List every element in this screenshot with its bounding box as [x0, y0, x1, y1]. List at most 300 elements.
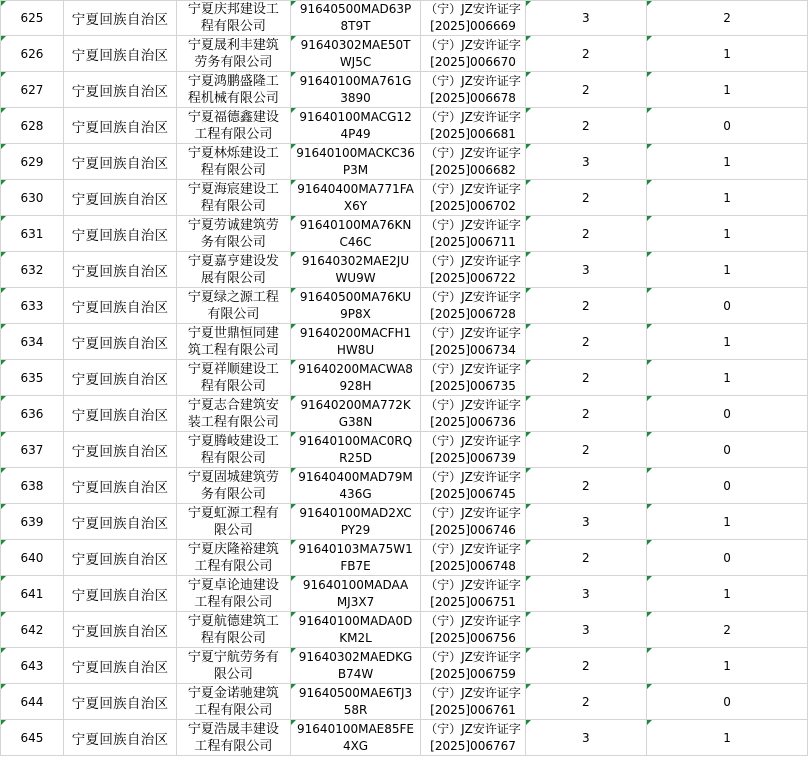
cell-permit-number[interactable]	[421, 108, 525, 144]
cell-number[interactable]	[1, 252, 64, 288]
permit-line: （宁）JZ安许证字	[425, 613, 521, 628]
error-indicator-icon	[526, 288, 531, 293]
count-b-text: 1	[723, 514, 731, 529]
cell-company-name[interactable]	[177, 648, 290, 684]
cell-count-a[interactable]	[525, 648, 647, 684]
credit-code-line: HW8U	[336, 342, 375, 357]
row-number-text: 642	[20, 622, 44, 637]
cell-count-b[interactable]	[647, 540, 808, 576]
error-indicator-icon	[1, 504, 6, 509]
table-row	[1, 324, 808, 360]
cell-permit-number[interactable]	[421, 1, 525, 36]
credit-code-line: C46C	[339, 234, 372, 249]
permit-line: [2025]006682	[430, 162, 516, 177]
cell-credit-code[interactable]	[290, 180, 421, 216]
table-row	[1, 396, 808, 432]
credit-code-line: 436G	[339, 486, 372, 501]
credit-code-line: 91640100MAD2XC	[299, 505, 412, 520]
permit-line: [2025]006702	[430, 198, 516, 213]
cell-permit-number[interactable]	[421, 36, 525, 72]
cell-region[interactable]	[63, 252, 176, 288]
error-indicator-icon	[647, 720, 652, 725]
region-text: 宁夏回族自治区	[71, 119, 169, 136]
cell-count-b[interactable]	[647, 36, 808, 72]
permit-line: [2025]006739	[430, 450, 516, 465]
cell-credit-code[interactable]	[290, 72, 421, 108]
error-indicator-icon	[291, 216, 296, 221]
cell-credit-code[interactable]	[290, 324, 421, 360]
company-name-line: 限公司	[213, 522, 253, 538]
table-row	[1, 144, 808, 180]
credit-code-line: FB7E	[340, 558, 371, 573]
cell-number[interactable]	[1, 432, 64, 468]
company-name-line: 筑工程有限公司	[187, 342, 279, 358]
cell-count-b[interactable]	[647, 468, 808, 504]
cell-count-a[interactable]	[525, 612, 647, 648]
cell-count-a[interactable]	[525, 504, 647, 540]
count-a-text: 3	[582, 11, 590, 25]
table-row	[1, 216, 808, 252]
cell-credit-code[interactable]	[290, 540, 421, 576]
error-indicator-icon	[1, 144, 6, 149]
error-indicator-icon	[526, 180, 531, 185]
cell-count-b[interactable]	[647, 576, 808, 612]
cell-number[interactable]	[1, 540, 64, 576]
row-number-text: 632	[20, 262, 44, 277]
cell-company-name[interactable]	[177, 612, 290, 648]
count-a-text: 2	[582, 478, 590, 493]
permit-line: [2025]006735	[430, 378, 516, 393]
company-name-line: 宁夏海宸建设工	[187, 181, 279, 197]
count-b-text: 0	[723, 118, 731, 133]
count-a-text: 3	[582, 622, 590, 637]
cell-count-b[interactable]	[647, 144, 808, 180]
cell-region[interactable]	[63, 324, 176, 360]
error-indicator-icon	[291, 180, 296, 185]
company-name-line: 装工程有限公司	[187, 414, 279, 430]
cell-number[interactable]	[1, 72, 64, 108]
cell-region[interactable]	[63, 72, 176, 108]
error-indicator-icon	[1, 684, 6, 689]
cell-credit-code[interactable]	[290, 108, 421, 144]
permit-line: [2025]006759	[430, 666, 516, 681]
credit-code-line: 928H	[339, 378, 372, 393]
cell-count-b[interactable]	[647, 288, 808, 324]
cell-permit-number[interactable]	[421, 648, 525, 684]
cell-number[interactable]	[1, 396, 64, 432]
cell-count-b[interactable]	[647, 504, 808, 540]
cell-count-a[interactable]	[525, 396, 647, 432]
region-text: 宁夏回族自治区	[71, 155, 169, 172]
cell-permit-number[interactable]	[421, 612, 525, 648]
error-indicator-icon	[1, 468, 6, 473]
cell-permit-number[interactable]	[421, 180, 525, 216]
cell-permit-number[interactable]	[421, 684, 525, 720]
credit-code-line: KM2L	[339, 630, 372, 645]
cell-number[interactable]	[1, 144, 64, 180]
error-indicator-icon	[1, 324, 6, 329]
region-text: 宁夏回族自治区	[71, 731, 169, 748]
error-indicator-icon	[647, 504, 652, 509]
count-a-text: 2	[582, 442, 590, 457]
cell-count-b[interactable]	[647, 108, 808, 144]
count-a-text: 3	[582, 262, 590, 277]
cell-region[interactable]	[63, 576, 176, 612]
cell-company-name[interactable]	[177, 324, 290, 360]
error-indicator-icon	[647, 72, 652, 77]
cell-count-a[interactable]	[525, 432, 647, 468]
error-indicator-icon	[1, 720, 6, 725]
cell-credit-code[interactable]	[290, 396, 421, 432]
error-indicator-icon	[1, 396, 6, 401]
cell-count-a[interactable]	[525, 540, 647, 576]
company-name-line: 有限公司	[207, 306, 260, 322]
count-b-text: 1	[723, 190, 731, 205]
count-a-text: 3	[582, 154, 590, 169]
cell-permit-number[interactable]	[421, 216, 525, 252]
error-indicator-icon	[1, 72, 6, 77]
credit-code-line: 91640103MA75W1	[298, 541, 413, 556]
row-number-text: 634	[20, 334, 44, 349]
cell-count-a[interactable]	[525, 324, 647, 360]
permit-line: （宁）JZ安许证字	[425, 73, 521, 88]
cell-company-name[interactable]	[177, 108, 290, 144]
cell-permit-number[interactable]	[421, 504, 525, 540]
cell-credit-code[interactable]	[290, 432, 421, 468]
cell-number[interactable]	[1, 1, 64, 36]
cell-count-b[interactable]	[647, 396, 808, 432]
credit-code-line: WJ5C	[339, 54, 372, 69]
cell-company-name[interactable]	[177, 432, 290, 468]
company-name-line: 宁夏虹源工程有	[187, 505, 279, 521]
table-row	[1, 540, 808, 576]
row-number-text: 631	[20, 226, 44, 241]
cell-permit-number[interactable]	[421, 324, 525, 360]
cell-count-a[interactable]	[525, 360, 647, 396]
cell-permit-number[interactable]	[421, 432, 525, 468]
error-indicator-icon	[526, 396, 531, 401]
cell-credit-code[interactable]	[290, 360, 421, 396]
error-indicator-icon	[647, 252, 652, 257]
cell-region[interactable]	[63, 180, 176, 216]
error-indicator-icon	[647, 36, 652, 41]
cell-company-name[interactable]	[177, 180, 290, 216]
permit-line: （宁）JZ安许证字	[425, 2, 521, 16]
row-number-text: 625	[20, 11, 44, 25]
cell-company-name[interactable]	[177, 468, 290, 504]
cell-credit-code[interactable]	[290, 468, 421, 504]
cell-permit-number[interactable]	[421, 720, 525, 756]
cell-credit-code[interactable]	[290, 612, 421, 648]
permit-line: [2025]006678	[430, 90, 516, 105]
credit-code-line: 4P49	[340, 126, 371, 141]
error-indicator-icon	[526, 144, 531, 149]
credit-code-line: 9P8X	[340, 306, 371, 321]
permit-line: （宁）JZ安许证字	[425, 145, 521, 160]
cell-count-a[interactable]	[525, 1, 647, 36]
count-a-text: 2	[582, 334, 590, 349]
permit-line: [2025]006681	[430, 126, 516, 141]
cell-credit-code[interactable]	[290, 36, 421, 72]
error-indicator-icon	[291, 144, 296, 149]
cell-region[interactable]	[63, 396, 176, 432]
permit-line: （宁）JZ安许证字	[425, 721, 521, 736]
permit-line: （宁）JZ安许证字	[425, 325, 521, 340]
company-name-line: 工程有限公司	[194, 702, 273, 718]
cell-permit-number[interactable]	[421, 468, 525, 504]
cell-count-b[interactable]	[647, 720, 808, 756]
cell-number[interactable]	[1, 216, 64, 252]
count-a-text: 2	[582, 550, 590, 565]
error-indicator-icon	[291, 540, 296, 545]
error-indicator-icon	[291, 72, 296, 77]
error-indicator-icon	[291, 252, 296, 257]
error-indicator-icon	[526, 468, 531, 473]
credit-code-line: 91640302MAE50T	[300, 37, 411, 52]
cell-number[interactable]	[1, 468, 64, 504]
cell-number[interactable]	[1, 612, 64, 648]
permit-line: （宁）JZ安许证字	[425, 541, 521, 556]
cell-company-name[interactable]	[177, 144, 290, 180]
row-number-text: 644	[20, 694, 44, 709]
cell-company-name[interactable]	[177, 504, 290, 540]
permit-line: （宁）JZ安许证字	[425, 109, 521, 124]
cell-count-a[interactable]	[525, 36, 647, 72]
cell-count-a[interactable]	[525, 576, 647, 612]
error-indicator-icon	[526, 432, 531, 437]
credit-code-line: 91640100MA76KN	[299, 217, 412, 232]
permit-line: [2025]006734	[430, 342, 516, 357]
credit-code-line: P3M	[342, 162, 369, 177]
table-row	[1, 684, 808, 720]
cell-count-b[interactable]	[647, 252, 808, 288]
count-b-text: 0	[723, 694, 731, 709]
cell-number[interactable]	[1, 324, 64, 360]
error-indicator-icon	[291, 684, 296, 689]
company-name-line: 工程有限公司	[194, 126, 273, 142]
cell-credit-code[interactable]	[290, 504, 421, 540]
cell-number[interactable]	[1, 648, 64, 684]
cell-count-b[interactable]	[647, 1, 808, 36]
cell-region[interactable]	[63, 108, 176, 144]
permit-line: [2025]006751	[430, 594, 516, 609]
error-indicator-icon	[291, 288, 296, 293]
cell-count-a[interactable]	[525, 180, 647, 216]
cell-count-b[interactable]	[647, 612, 808, 648]
error-indicator-icon	[647, 684, 652, 689]
error-indicator-icon	[1, 360, 6, 365]
cell-count-a[interactable]	[525, 72, 647, 108]
permit-line: [2025]006767	[430, 738, 516, 753]
row-number-text: 636	[20, 406, 44, 421]
row-number-text: 627	[20, 82, 44, 97]
error-indicator-icon	[647, 396, 652, 401]
cell-count-a[interactable]	[525, 108, 647, 144]
count-a-text: 2	[582, 694, 590, 709]
cell-count-b[interactable]	[647, 216, 808, 252]
error-indicator-icon	[526, 648, 531, 653]
cell-company-name[interactable]	[177, 36, 290, 72]
cell-count-a[interactable]	[525, 216, 647, 252]
cell-count-b[interactable]	[647, 360, 808, 396]
company-name-line: 宁夏祥顺建设工	[187, 361, 279, 377]
cell-count-b[interactable]	[647, 684, 808, 720]
table-row	[1, 1, 808, 36]
error-indicator-icon	[647, 288, 652, 293]
company-name-line: 宁夏世鼎恒同建	[187, 325, 279, 341]
company-name-line: 宁夏航德建筑工	[187, 613, 279, 629]
cell-company-name[interactable]	[177, 1, 290, 36]
cell-count-a[interactable]	[525, 468, 647, 504]
count-b-text: 1	[723, 370, 731, 385]
error-indicator-icon	[526, 324, 531, 329]
cell-credit-code[interactable]	[290, 720, 421, 756]
cell-credit-code[interactable]	[290, 144, 421, 180]
cell-region[interactable]	[63, 684, 176, 720]
table-row	[1, 720, 808, 756]
cell-number[interactable]	[1, 576, 64, 612]
cell-credit-code[interactable]	[290, 1, 421, 36]
cell-region[interactable]	[63, 1, 176, 36]
row-number-text: 639	[20, 514, 44, 529]
credit-code-line: 8T9T	[340, 19, 371, 33]
cell-region[interactable]	[63, 216, 176, 252]
row-number-text: 629	[20, 154, 44, 169]
cell-credit-code[interactable]	[290, 684, 421, 720]
cell-permit-number[interactable]	[421, 360, 525, 396]
cell-count-b[interactable]	[647, 72, 808, 108]
cell-permit-number[interactable]	[421, 576, 525, 612]
cell-number[interactable]	[1, 36, 64, 72]
company-name-line: 宁夏腾岐建设工	[187, 433, 279, 449]
cell-number[interactable]	[1, 108, 64, 144]
error-indicator-icon	[526, 216, 531, 221]
cell-credit-code[interactable]	[290, 252, 421, 288]
table-row	[1, 468, 808, 504]
error-indicator-icon	[1, 108, 6, 113]
region-text: 宁夏回族自治区	[71, 371, 169, 388]
cell-number[interactable]	[1, 684, 64, 720]
cell-company-name[interactable]	[177, 540, 290, 576]
cell-number[interactable]	[1, 180, 64, 216]
cell-count-a[interactable]	[525, 144, 647, 180]
region-text: 宁夏回族自治区	[71, 299, 169, 316]
cell-company-name[interactable]	[177, 252, 290, 288]
cell-count-a[interactable]	[525, 684, 647, 720]
cell-credit-code[interactable]	[290, 648, 421, 684]
company-name-line: 宁夏绿之源工程	[187, 289, 279, 305]
company-name-line: 限公司	[213, 666, 253, 682]
cell-permit-number[interactable]	[421, 396, 525, 432]
cell-region[interactable]	[63, 432, 176, 468]
cell-company-name[interactable]	[177, 396, 290, 432]
cell-region[interactable]	[63, 720, 176, 756]
row-number-text: 626	[20, 46, 44, 61]
error-indicator-icon	[526, 1, 531, 6]
cell-permit-number[interactable]	[421, 540, 525, 576]
error-indicator-icon	[526, 720, 531, 725]
cell-region[interactable]	[63, 288, 176, 324]
cell-number[interactable]	[1, 720, 64, 756]
company-name-line: 工程有限公司	[194, 738, 273, 754]
company-name-line: 宁夏劳诚建筑劳	[187, 217, 279, 233]
permit-line: （宁）JZ安许证字	[425, 181, 521, 196]
cell-permit-number[interactable]	[421, 72, 525, 108]
count-a-text: 2	[582, 82, 590, 97]
error-indicator-icon	[526, 72, 531, 77]
company-name-line: 展有限公司	[200, 270, 266, 286]
cell-number[interactable]	[1, 504, 64, 540]
cell-company-name[interactable]	[177, 216, 290, 252]
cell-permit-number[interactable]	[421, 252, 525, 288]
error-indicator-icon	[291, 36, 296, 41]
cell-count-a[interactable]	[525, 720, 647, 756]
cell-region[interactable]	[63, 504, 176, 540]
region-text: 宁夏回族自治区	[71, 263, 169, 280]
cell-company-name[interactable]	[177, 72, 290, 108]
cell-region[interactable]	[63, 648, 176, 684]
cell-credit-code[interactable]	[290, 288, 421, 324]
cell-company-name[interactable]	[177, 576, 290, 612]
row-number-text: 641	[20, 586, 44, 601]
cell-permit-number[interactable]	[421, 288, 525, 324]
permit-line: [2025]006761	[430, 702, 516, 717]
region-text: 宁夏回族自治区	[71, 12, 169, 28]
cell-region[interactable]	[63, 468, 176, 504]
permit-line: [2025]006722	[430, 270, 516, 285]
count-b-text: 1	[723, 586, 731, 601]
cell-credit-code[interactable]	[290, 576, 421, 612]
cell-permit-number[interactable]	[421, 144, 525, 180]
cell-count-b[interactable]	[647, 324, 808, 360]
error-indicator-icon	[647, 612, 652, 617]
cell-number[interactable]	[1, 360, 64, 396]
count-b-text: 1	[723, 730, 731, 745]
cell-company-name[interactable]	[177, 288, 290, 324]
cell-count-b[interactable]	[647, 648, 808, 684]
cell-credit-code[interactable]	[290, 216, 421, 252]
company-name-line: 程有限公司	[200, 450, 266, 466]
cell-count-b[interactable]	[647, 180, 808, 216]
cell-company-name[interactable]	[177, 360, 290, 396]
cell-count-a[interactable]	[525, 252, 647, 288]
cell-number[interactable]	[1, 288, 64, 324]
count-b-text: 2	[723, 11, 731, 25]
permit-line: （宁）JZ安许证字	[425, 577, 521, 592]
row-number-text: 645	[20, 730, 44, 745]
cell-region[interactable]	[63, 612, 176, 648]
permit-line: [2025]006670	[430, 54, 516, 69]
count-a-text: 2	[582, 190, 590, 205]
permit-line: （宁）JZ安许证字	[425, 37, 521, 52]
cell-region[interactable]	[63, 144, 176, 180]
credit-code-line: MJ3X7	[336, 594, 375, 609]
cell-count-b[interactable]	[647, 432, 808, 468]
credit-code-line: 91640500MA76KU	[299, 289, 412, 304]
cell-company-name[interactable]	[177, 720, 290, 756]
permit-line: [2025]006756	[430, 630, 516, 645]
cell-region[interactable]	[63, 36, 176, 72]
permit-line: （宁）JZ安许证字	[425, 685, 521, 700]
cell-count-a[interactable]	[525, 288, 647, 324]
cell-region[interactable]	[63, 360, 176, 396]
count-b-text: 1	[723, 658, 731, 673]
cell-region[interactable]	[63, 540, 176, 576]
cell-company-name[interactable]	[177, 684, 290, 720]
error-indicator-icon	[526, 252, 531, 257]
count-a-text: 3	[582, 730, 590, 745]
region-text: 宁夏回族自治区	[71, 191, 169, 208]
